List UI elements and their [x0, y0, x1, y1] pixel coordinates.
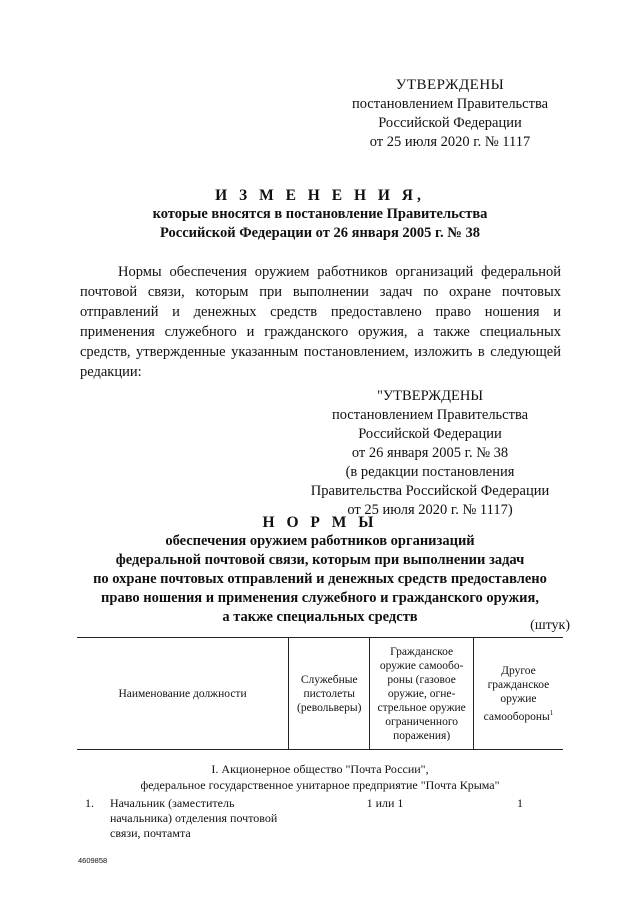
norms-subtitle-line: обеспечения оружием работников организаций	[165, 533, 475, 549]
footnote-mark: 1	[549, 708, 554, 717]
row-position-name	[110, 796, 310, 841]
header-text: поражения)	[393, 729, 451, 742]
approval2-line: Правительства Российской Федерации	[310, 483, 550, 499]
approval-heading: УТВЕРЖДЕНЫ	[395, 77, 505, 93]
norms-subtitle-line: а также специальных средств	[222, 609, 418, 625]
header-text: Гражданское	[390, 645, 454, 658]
header-other-weapons	[473, 638, 563, 750]
header-text: самообороны	[483, 710, 550, 723]
header-civil-weapons	[370, 638, 473, 750]
section-line: I. Акционерное общество "Почта России",	[211, 762, 429, 776]
norms-subtitle-line: право ношения и применения служебного и гражданского оружия,	[101, 590, 539, 606]
approval-stamp	[330, 76, 570, 152]
changes-title: И З М Е Н Е Н И Я,	[215, 187, 425, 204]
approval2-heading: "УТВЕРЖДЕНЫ	[377, 388, 483, 404]
header-text: оружие	[500, 692, 537, 705]
approval-date: от 25 июля 2020 г. № 1117	[369, 134, 531, 150]
header-text: роны (газовое	[387, 673, 456, 686]
approval-line: постановлением Правительства	[351, 96, 549, 112]
row-name-line: Начальник (заместитель	[110, 796, 235, 810]
norms-title-block	[60, 513, 580, 627]
section-heading	[100, 761, 540, 793]
header-service-pistols	[289, 638, 370, 750]
norms-subtitle-line: по охране почтовых отправлений и денежных средств предоставлено	[93, 571, 547, 587]
norms-subtitle-line: федеральной почтовой связи, которым при выполнении задач	[115, 552, 525, 568]
row-number: 1.	[85, 796, 94, 810]
approval2-line: постановлением Правительства	[331, 407, 529, 423]
changes-subtitle-line: которые вносятся в постановление Правительства	[152, 206, 488, 222]
header-position: Наименование должности	[118, 687, 247, 700]
header-text: оружие самообо-	[379, 659, 464, 672]
intro-paragraph: Нормы обеспечения оружием работников организаций федеральной почтовой связи, которым при выполнении задач по охране почтовых отправлений и денежных средств предоставлено право ношения и применения служебного и гражданского оружия, а также специальных средств, утвержденные указанным постановлением, изложить в следующей редакции:	[80, 264, 561, 380]
approval2-line: (в редакции постановления	[345, 464, 515, 480]
header-text: ограниченного	[385, 715, 459, 728]
norms-table-header	[77, 637, 563, 750]
header-text: (револьверы)	[297, 701, 362, 714]
norms-title: Н О Р М Ы	[262, 514, 378, 531]
header-text: стрельное оружие	[377, 701, 466, 714]
approval-line: Российской Федерации	[378, 115, 522, 131]
row-name-line: связи, почтамта	[110, 826, 191, 840]
header-text: Служебные	[300, 673, 358, 686]
row-other-value: 1	[517, 796, 523, 810]
row-name-line: начальника) отделения почтовой	[110, 811, 278, 825]
approval2-line: от 25 июля 2020 г. № 1117)	[347, 502, 513, 518]
approval2-line: Российской Федерации	[358, 426, 502, 442]
changes-title-block	[60, 186, 580, 243]
changes-subtitle-line: Российской Федерации от 26 января 2005 г. № 38	[160, 225, 480, 241]
header-text: гражданское	[487, 678, 550, 691]
approval2-line: от 26 января 2005 г. № 38	[351, 445, 509, 461]
approval-stamp-2	[300, 387, 560, 520]
header-text: Другое	[501, 664, 536, 677]
header-text: пистолеты	[303, 687, 355, 700]
section-line: федеральное государственное унитарное предприятие "Почта Крыма"	[140, 778, 500, 792]
document-code: 4609858	[78, 856, 108, 865]
header-text	[476, 706, 561, 724]
header-text: оружие, огне-	[387, 687, 456, 700]
row-service-pistols-value: 1 или 1	[366, 796, 404, 810]
unit-label: (штук)	[530, 618, 570, 633]
